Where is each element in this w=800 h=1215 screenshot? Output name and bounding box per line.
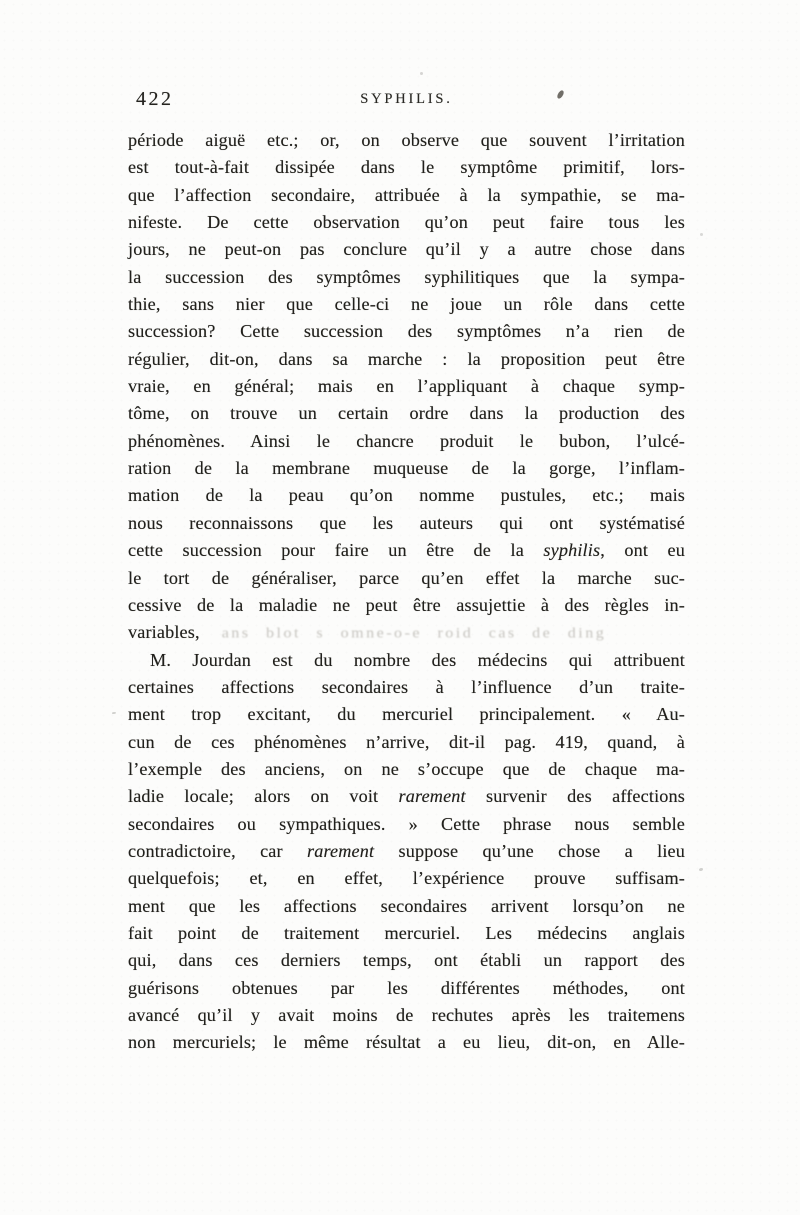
text-line: [128, 865, 685, 892]
text-line: [128, 756, 685, 783]
running-title: SYPHILIS.: [360, 91, 453, 107]
body-text: non mercuriels; le même résultat a eu lieu, dit-on, en Alle-: [128, 1032, 685, 1053]
body-text: thie, sans nier que celle-ci ne joue un rôle dans cette: [128, 294, 685, 315]
text-line: [128, 236, 685, 263]
body-text: jours, ne peut-on pas conclure qu’il y a autre chose dans: [128, 239, 685, 260]
body-text: est tout-à-fait dissipée dans le symptôme primitif, lors-: [128, 157, 685, 178]
body-text: cessive de la maladie ne peut être assujettie à des règles in-: [128, 594, 685, 615]
text-line: [128, 811, 685, 838]
text-line: [128, 182, 685, 209]
text-line: [128, 1002, 685, 1029]
text-line: [128, 209, 685, 236]
text-line: [128, 674, 685, 701]
text-line: [128, 428, 685, 455]
body-text: secondaires ou sympathiques. » Cette phrase nous semble: [128, 813, 685, 834]
body-text: certaines affections secondaires à l’influence d’un traite-: [128, 676, 685, 697]
italic-text: syphilis: [543, 540, 601, 561]
text-line: [128, 510, 685, 537]
body-text: période aiguë etc.; or, on observe que souvent l’irritation: [128, 130, 685, 150]
body-text: M. Jourdan est du nombre des médecins qui attribuent: [150, 649, 685, 670]
body-text: ladie locale; alors on voit: [128, 786, 399, 807]
body-text: mation de la peau qu’on nomme pustules, etc.; mais: [128, 485, 685, 506]
text-line: [128, 729, 685, 756]
body-text: cun de ces phénomènes n’arrive, dit-il pag. 419, quand, à: [128, 731, 685, 752]
text-line: [128, 455, 685, 482]
body-text: nifeste. De cette observation qu’on peut faire tous les: [128, 212, 685, 233]
body-text: avancé qu’il y avait moins de rechutes après les traitemens: [128, 1005, 685, 1025]
text-line: [128, 482, 685, 509]
text-line: [128, 400, 685, 427]
body-text: quelquefois; et, en effet, l’expérience prouve suffisam-: [128, 868, 685, 889]
text-line: [128, 947, 685, 974]
scan-speckle: [700, 233, 703, 236]
page-number: 422: [136, 88, 174, 110]
body-text: ration de la membrane muqueuse de la gorge, l’inflam-: [128, 458, 685, 479]
text-line: [128, 920, 685, 947]
text-line: [128, 783, 685, 810]
text-line: [128, 565, 685, 592]
body-text: nous reconnaissons que les auteurs qui ont systématisé: [128, 512, 685, 533]
text-line: [128, 838, 685, 865]
body-text: la succession des symptômes syphilitiques que la sympa-: [128, 266, 685, 287]
body-text: phénomènes. Ainsi le chancre produit le bubon, l’ulcé-: [128, 430, 685, 451]
text-line: [128, 537, 685, 564]
scan-speckle: [112, 712, 116, 714]
text-line: [128, 154, 685, 181]
text-line: [128, 291, 685, 318]
text-line: [128, 701, 685, 728]
text-line: [128, 318, 685, 345]
body-text: que l’affection secondaire, attribuée à la sympathie, se ma-: [128, 184, 685, 205]
text-line: [128, 1029, 685, 1056]
italic-text: rarement: [307, 840, 375, 861]
scan-speckle: [420, 72, 423, 75]
body-text: succession? Cette succession des symptômes n’a rien de: [128, 321, 685, 342]
text-line: [128, 373, 685, 400]
body-text: ment trop excitant, du mercuriel principalement. « Au-: [128, 704, 685, 725]
body-text: suppose qu’une chose a lieu: [374, 840, 685, 861]
body-text: contradictoire, car: [128, 840, 308, 861]
text-block: [128, 127, 685, 1057]
text-line: [128, 975, 685, 1002]
text-line: [128, 647, 685, 674]
text-line: [128, 264, 685, 291]
scan-speckle: [699, 868, 703, 871]
body-text: tôme, on trouve un certain ordre dans la production des: [128, 403, 685, 424]
body-text: cette succession pour faire un être de la: [128, 540, 544, 561]
body-text: ment que les affections secondaires arrivent lorsqu’on ne: [128, 895, 685, 916]
body-text: variables,: [128, 622, 200, 643]
italic-text: rarement: [398, 786, 466, 807]
body-text: survenir des affections: [465, 786, 685, 807]
body-text: qui, dans ces derniers temps, ont établi un rapport des: [128, 950, 685, 971]
body-text: fait point de traitement mercuriel. Les médecins anglais: [128, 922, 685, 943]
body-text: le tort de généraliser, parce qu’en effet la marche suc-: [128, 567, 685, 588]
running-head: [128, 88, 685, 114]
show-through-text: ans blot s omne-o-e roid cas de ding: [221, 626, 607, 642]
body-text: , ont eu: [600, 540, 685, 561]
text-line: [128, 592, 685, 619]
text-line: [128, 893, 685, 920]
body-text: guérisons obtenues par les différentes méthodes, ont: [128, 977, 685, 998]
text-line: [128, 346, 685, 373]
body-text: vraie, en général; mais en l’appliquant à chaque symp-: [128, 376, 685, 397]
body-text: l’exemple des anciens, on ne s’occupe que de chaque ma-: [128, 758, 685, 779]
body-text: régulier, dit-on, dans sa marche : la proposition peut être: [128, 348, 685, 369]
text-line: [128, 127, 685, 154]
text-line: [128, 619, 685, 646]
